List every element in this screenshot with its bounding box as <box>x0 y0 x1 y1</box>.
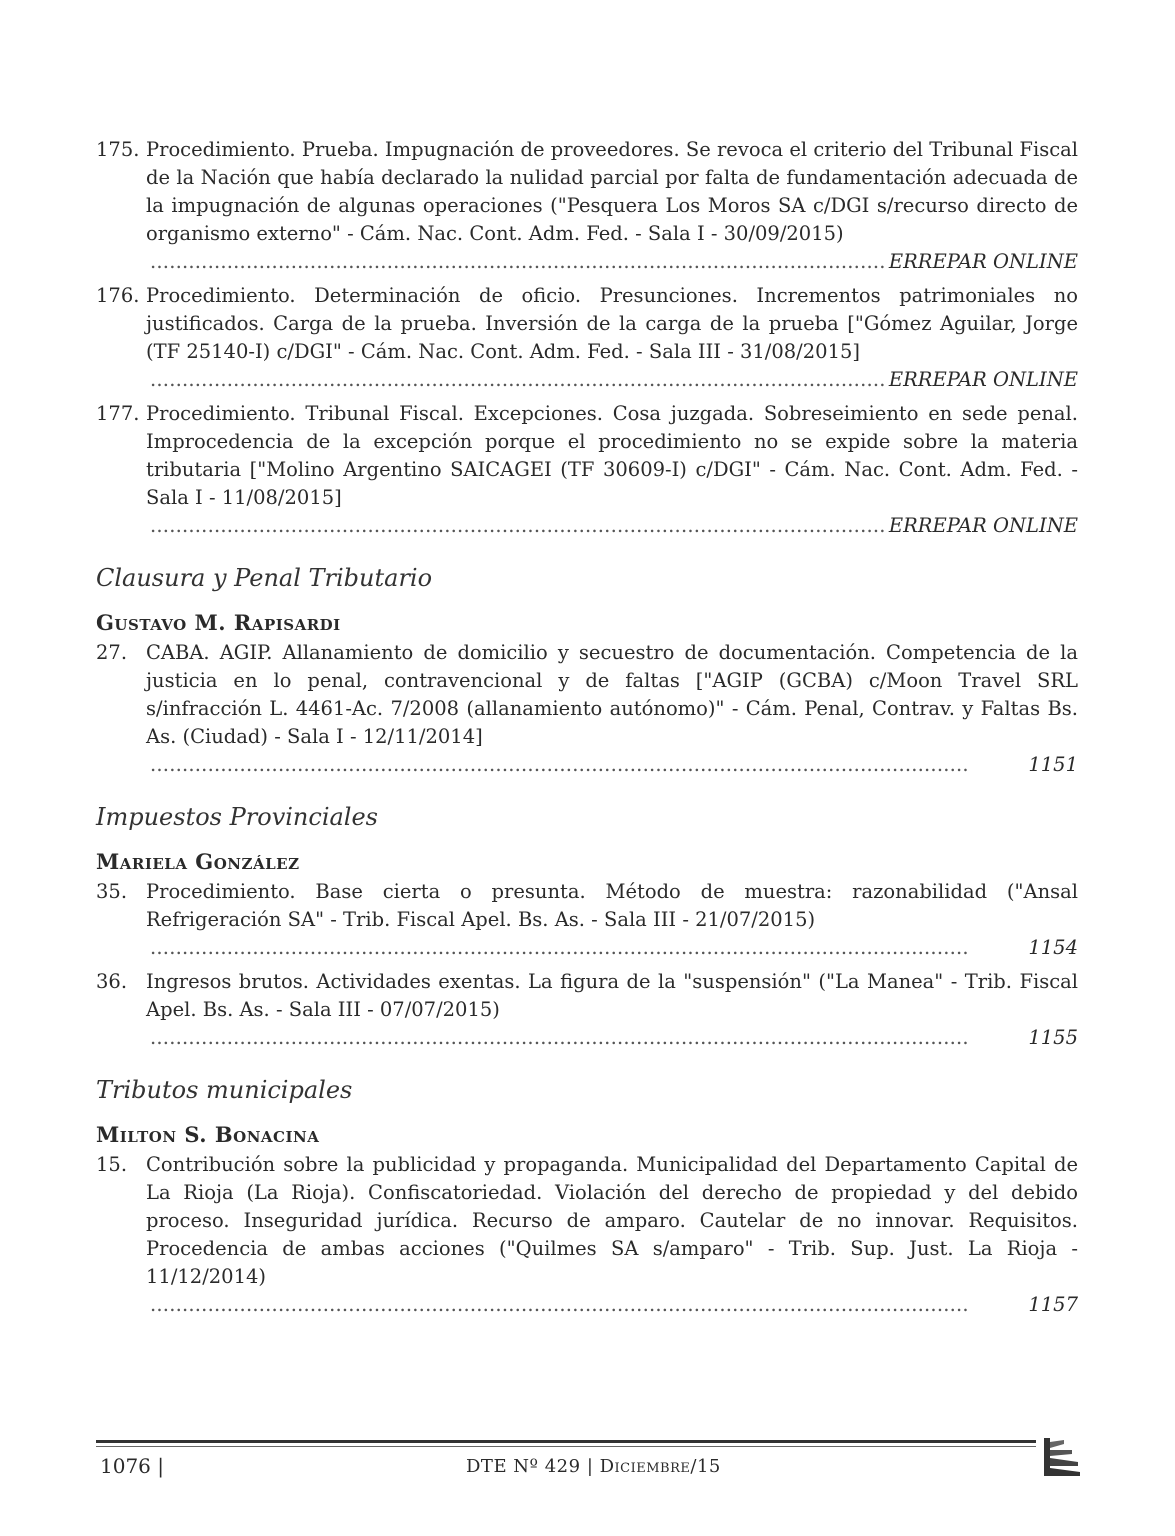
entry-number: 15. <box>96 1153 128 1176</box>
entry-text: CABA. AGIP. Allanamiento de domicilio y secuestro de documentación. Competencia de la justicia en lo penal, contravencional y de faltas ["AGIP (GCBA) c/Moon Travel SRL s/infracción L. 4461-Ac. 7/2008 (allanamiento autónomo)" - Cám. Penal, Contrav. y Faltas Bs. As. (Ciudad) - Sala I - 12/11/2014] <box>146 641 1078 748</box>
leader-dots <box>150 366 885 394</box>
entry-number: 175. <box>96 138 140 161</box>
entry-leader <box>146 366 1078 394</box>
entry-page-reference: 1155 <box>1028 1026 1078 1049</box>
page-number: 1076 | <box>100 1454 164 1478</box>
section-title: Tributos municipales <box>96 1076 353 1104</box>
entry-leader <box>146 751 1078 779</box>
entry-page-reference: 1151 <box>1028 753 1078 776</box>
entry-text: Procedimiento. Determinación de oficio. Presunciones. Incrementos patrimoniales no justificados. Carga de la prueba. Inversión de la carga de la prueba ["Gómez Aguilar, Jorge (TF 25140-I) c/DGI" - Cám. Nac. Cont. Adm. Fed. - Sala III - 31/08/2015] <box>146 284 1078 363</box>
index-entry <box>96 639 1078 779</box>
section-title: Clausura y Penal Tributario <box>96 564 433 592</box>
entry-leader <box>146 934 1078 962</box>
index-content <box>96 136 1078 1325</box>
index-entry <box>96 400 1078 540</box>
index-entry <box>96 136 1078 276</box>
index-entry <box>96 968 1078 1052</box>
section-author: Milton S. Bonacina <box>96 1122 320 1147</box>
entry-number: 176. <box>96 284 140 307</box>
leader-dots <box>150 1024 1024 1052</box>
entry-number: 27. <box>96 641 128 664</box>
leader-dots <box>150 1291 1024 1319</box>
section-title: Impuestos Provinciales <box>96 803 378 831</box>
entry-text: Contribución sobre la publicidad y propaganda. Municipalidad del Departamento Capital de La Rioja (La Rioja). Confiscatoriedad. Violación del derecho de propiedad y del debido proceso. Inseguridad jurídica. Recurso de amparo. Cautelar de no innovar. Requisitos. Procedencia de ambas acciones ("Quilmes SA s/amparo" - Trib. Sup. Just. La Rioja - 11/12/2014) <box>146 1153 1078 1288</box>
entry-leader <box>146 248 1078 276</box>
entry-reference: ERREPAR ONLINE <box>888 368 1078 391</box>
entry-text: Ingresos brutos. Actividades exentas. La figura de la "suspensión" ("La Manea" - Trib. Fiscal Apel. Bs. As. - Sala III - 07/07/2015) <box>146 970 1078 1021</box>
entry-number: 35. <box>96 880 128 903</box>
leader-dots <box>150 512 885 540</box>
leader-dots <box>150 248 885 276</box>
entry-number: 36. <box>96 970 128 993</box>
entry-reference: ERREPAR ONLINE <box>888 250 1078 273</box>
index-entry <box>96 282 1078 394</box>
journal-issue: DTE Nº 429 | Diciembre/15 <box>466 1456 721 1477</box>
entry-number: 177. <box>96 402 140 425</box>
footer-rule <box>96 1440 1036 1443</box>
section-author: Mariela González <box>96 849 300 874</box>
entry-leader <box>146 512 1078 540</box>
entry-reference: ERREPAR ONLINE <box>888 514 1078 537</box>
entry-text: Procedimiento. Base cierta o presunta. Método de muestra: razonabilidad ("Ansal Refrigeración SA" - Trib. Fiscal Apel. Bs. As. - Sala III - 21/07/2015) <box>146 880 1078 931</box>
footer-rule-thin <box>96 1446 1036 1447</box>
entry-page-reference: 1154 <box>1028 936 1078 959</box>
entry-page-reference: 1157 <box>1028 1293 1078 1316</box>
leader-dots <box>150 751 1024 779</box>
entry-text: Procedimiento. Prueba. Impugnación de proveedores. Se revoca el criterio del Tribunal Fiscal de la Nación que había declarado la nulidad parcial por falta de fundamentación adecuada de la impugnación de algunas operaciones ("Pesquera Los Moros SA c/DGI s/recurso directo de organismo externo" - Cám. Nac. Cont. Adm. Fed. - Sala I - 30/09/2015) <box>146 138 1078 245</box>
index-entry <box>96 1151 1078 1319</box>
entry-leader <box>146 1291 1078 1319</box>
entry-text: Procedimiento. Tribunal Fiscal. Excepciones. Cosa juzgada. Sobreseimiento en sede penal. Improcedencia de la excepción porque el procedimiento no se expide sobre la materia tributaria ["Molino Argentino SAICAGEI (TF 30609-I) c/DGI" - Cám. Nac. Cont. Adm. Fed. - Sala I - 11/08/2015] <box>146 402 1078 509</box>
page-footer <box>96 1436 1081 1496</box>
leader-dots <box>150 934 1024 962</box>
index-entry <box>96 878 1078 962</box>
section-author: Gustavo M. Rapisardi <box>96 610 341 635</box>
publisher-logo-icon <box>1042 1436 1082 1478</box>
entry-leader <box>146 1024 1078 1052</box>
